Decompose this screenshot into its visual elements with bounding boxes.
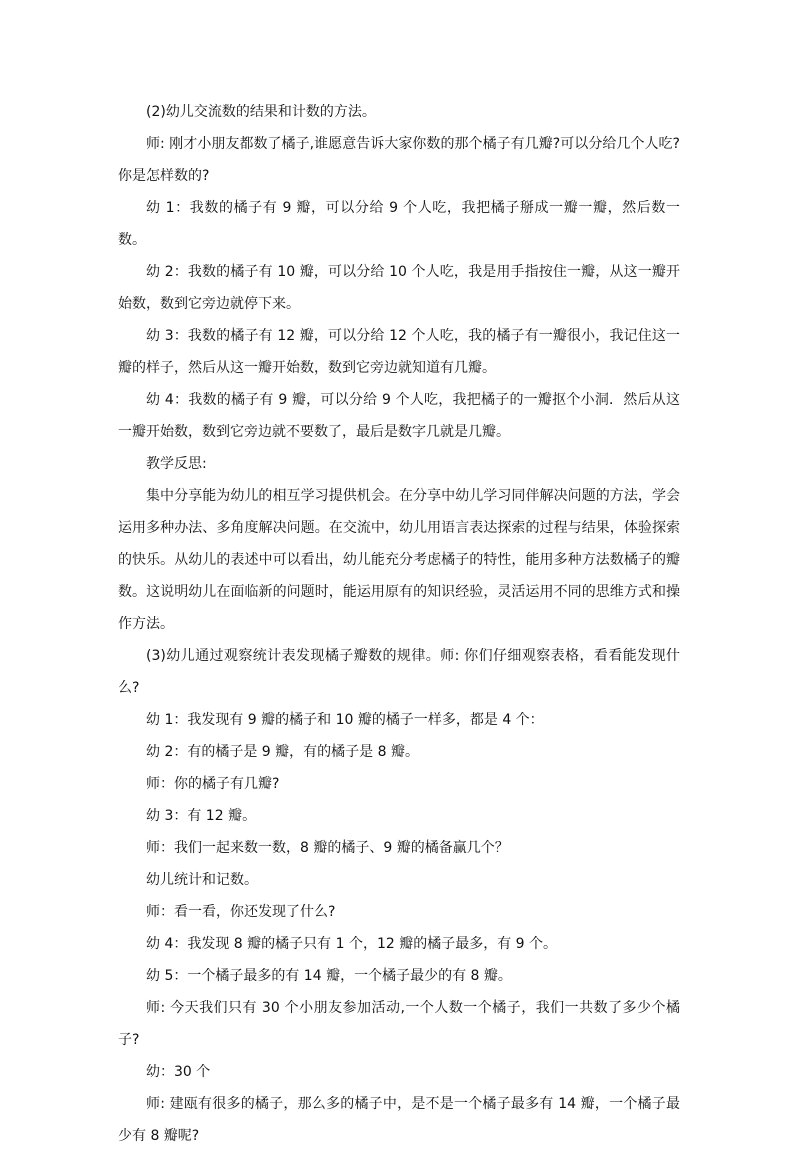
dialogue-line: 师：我们一起来数一数，8 瓣的橘子、9 瓣的橘备赢几个？ xyxy=(146,840,509,856)
document-page xyxy=(118,96,680,1152)
child-answer-3: 幼 3：我数的橘子有 12 瓣，可以分给 12 个人吃，我的橘子有一瓣很小，我记住这一瓣的样子，然后从这一瓣开始数，数到它旁边就知道有几瓣。 xyxy=(118,328,680,376)
dialogue-line: 幼 5：一个橘子最多的有 14 瓣，一个橘子最少的有 8 瓣。 xyxy=(146,968,512,984)
child-answer-2: 幼 2：我数的橘子有 10 瓣，可以分给 10 个人吃，我是用手指按住一瓣，从这一瓣开始数，数到它旁边就停下来。 xyxy=(118,264,680,312)
section-heading-3: (3)幼儿通过观察统计表发现橘子瓣数的规律。师: 你们仔细观察表格，看看能发现什么? xyxy=(118,648,680,696)
dialogue-line: 师：看一看，你还发现了什么? xyxy=(146,904,336,920)
reflection-text: 集中分享能为幼儿的相互学习提供机会。在分享中幼儿学习同伴解决问题的方法，学会运用多种办法、多角度解决问题。在交流中，幼儿用语言表达探索的过程与结果，体验探索的快乐。从幼儿的表述中可以看出，幼儿能充分考虑橘子的特性，能用多种方法数橘子的瓣数。这说明幼儿在面临新的问题时，能运用原有的知识经验，灵活运用不同的思维方式和操作方法。 xyxy=(118,488,680,632)
section-heading-2: (2)幼儿交流数的结果和计数的方法。 xyxy=(146,104,376,120)
dialogue-line: 幼：30 个 xyxy=(146,1064,211,1080)
child-answer-1: 幼 1：我数的橘子有 9 瓣，可以分给 9 个人吃，我把橘子掰成一瓣一瓣，然后数一数。 xyxy=(118,200,680,248)
dialogue-line: 幼 1：我发现有 9 瓣的橘子和 10 瓣的橘子一样多，都是 4 个： xyxy=(146,712,544,728)
teacher-question: 师: 刚才小朋友都数了橘子,谁愿意告诉大家你数的那个橘子有几瓣?可以分给几个人吃?你是怎样数的? xyxy=(118,136,680,184)
child-answer-4: 幼 4：我数的橘子有 9 瓣，可以分给 9 个人吃，我把橘子的一瓣抠个小洞．然后从这一瓣开始数，数到它旁边就不要数了，最后是数字几就是几瓣。 xyxy=(118,392,680,440)
dialogue-line: 幼 2：有的橘子是 9 瓣，有的橘子是 8 瓣。 xyxy=(146,744,419,760)
dialogue-line: 幼 4：我发现 8 瓣的橘子只有 1 个，12 瓣的橘子最多，有 9 个。 xyxy=(146,936,558,952)
dialogue-line: 师: 建瓯有很多的橘子，那么多的橘子中，是不是一个橘子最多有 14 瓣，一个橘子最少有 8 瓣呢? xyxy=(118,1096,680,1144)
reflection-heading: 教学反思: xyxy=(146,456,207,472)
dialogue-line: 师: 今天我们只有 30 个小朋友参加活动,一个人数一个橘子，我们一共数了多少个橘子? xyxy=(118,1000,680,1048)
dialogue-line: 师：你的橘子有几瓣? xyxy=(146,776,280,792)
dialogue-line: 幼儿统计和记数。 xyxy=(146,872,258,888)
dialogue-line: 幼 3：有 12 瓣。 xyxy=(146,808,257,824)
